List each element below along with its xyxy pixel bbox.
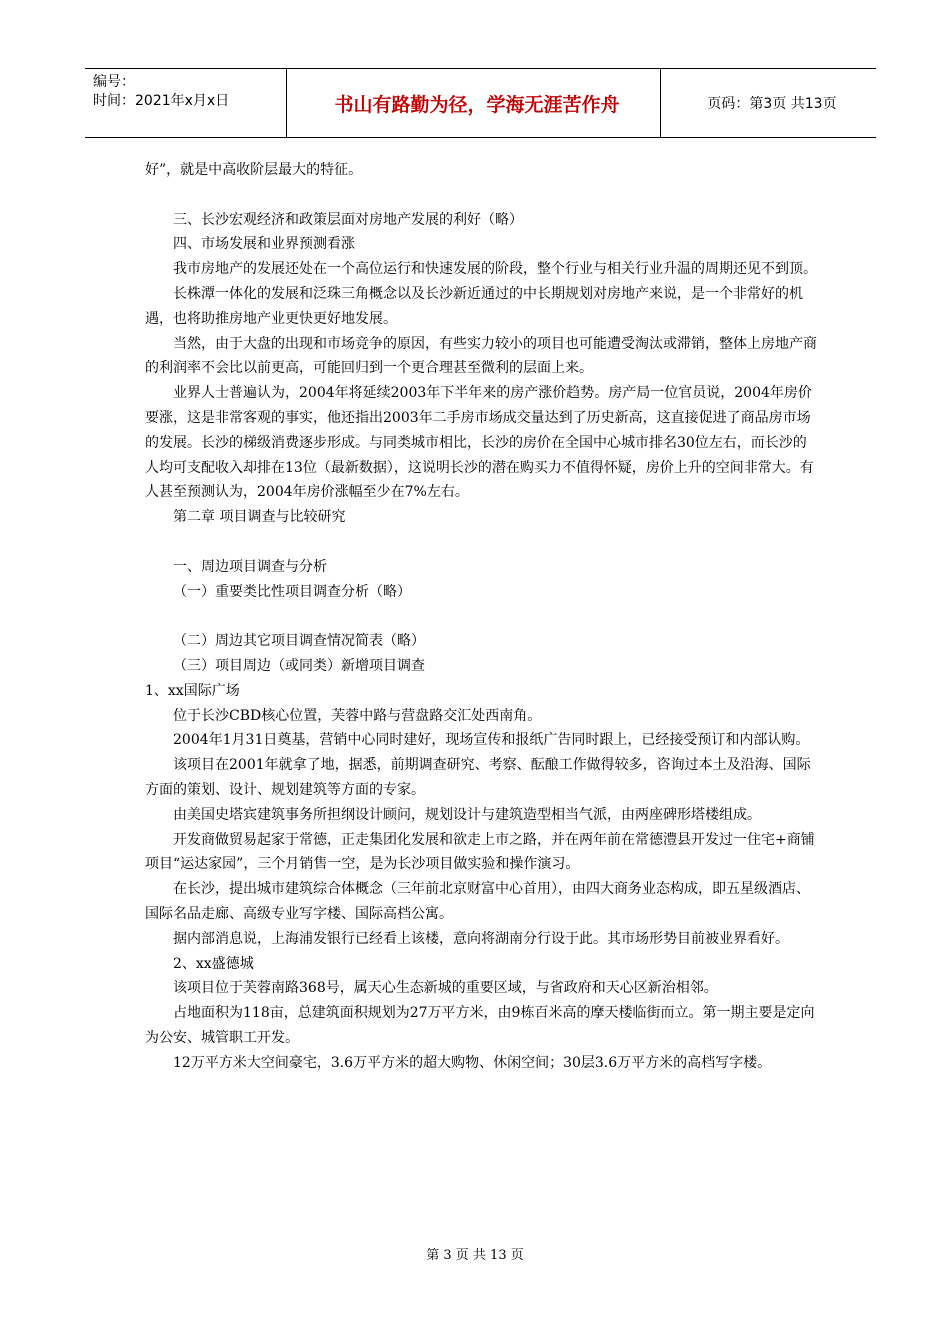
document-body <box>145 158 817 1075</box>
header-page-info: 页码：第3页 共13页 <box>707 96 837 112</box>
paragraph: 据内部消息说，上海浦发银行已经看上该楼，意向将湖南分行设于此。其市场形势目前被业界看好。 <box>173 930 789 947</box>
subsection-heading: （一）重要类比性项目调查分析（略） <box>173 583 411 600</box>
paragraph: 在长沙，提出城市建筑综合体概念（三年前北京财富中心首用），由四大商务业态构成，即五星级酒店、国际名品走廊、高级专业写字楼、国际高档公寓。 <box>145 881 810 922</box>
header-motto: 书山有路勤为径，学海无涯苦作舟 <box>334 93 620 116</box>
paragraph: 位于长沙CBD核心位置，芙蓉中路与营盘路交汇处西南角。 <box>173 707 542 724</box>
paragraph: 由美国史塔宾建筑事务所担纲设计顾问，规划设计与建筑造型相当气派，由两座碑形塔楼组成。 <box>173 806 761 823</box>
header-time-label: 时间：2021年x月x日 <box>93 93 230 109</box>
paragraph: 我市房地产的发展还处在一个高位运行和快速发展的阶段，整个行业与相关行业升温的周期还见不到顶。 <box>173 261 817 278</box>
page-header <box>85 68 876 138</box>
paragraph: 当然，由于大盘的出现和市场竞争的原因，有些实力较小的项目也可能遭受淘汰或滞销，整体上房地产商的利润率不会比以前更高，可能回归到一个更合理甚至微利的层面上来。 <box>145 335 817 377</box>
header-divider <box>286 69 287 137</box>
section-heading: 四、市场发展和业界预测看涨 <box>173 236 355 253</box>
subsection-heading: （三）项目周边（或同类）新增项目调查 <box>173 657 425 674</box>
paragraph: 长株潭一体化的发展和泛珠三角概念以及长沙新近通过的中长期规划对房地产来说，是一个非常好的机遇，也将助推房地产业更快更好地发展。 <box>145 285 803 327</box>
header-number-label: 编号： <box>93 74 135 90</box>
section-heading: 一、周边项目调查与分析 <box>173 558 327 575</box>
paragraph: 该项目在2001年就拿了地，据悉，前期调查研究、考察、酝酿工作做得较多，咨询过本土及沿海、国际方面的策划、设计、规划建筑等方面的专家。 <box>145 757 811 798</box>
item-heading: 1、xx国际广场 <box>145 682 240 699</box>
blank-line <box>145 183 817 208</box>
paragraph: 12万平方米大空间豪宅，3.6万平方米的超大购物、休闲空间；30层3.6万平方米的高档写字楼。 <box>173 1054 772 1071</box>
header-meta <box>93 73 229 111</box>
paragraph: 占地面积为118亩，总建筑面积规划为27万平方米，由9栋百米高的摩天楼临街而立。第一期主要是定向为公安、城管职工开发。 <box>145 1005 815 1046</box>
section-heading: 三、长沙宏观经济和政策层面对房地产发展的利好（略） <box>173 211 523 228</box>
paragraph: 好”，就是中高收阶层最大的特征。 <box>145 162 363 178</box>
blank-line <box>145 604 817 629</box>
subsection-heading: （二）周边其它项目调查情况简表（略） <box>173 633 425 650</box>
paragraph: 业界人士普遍认为，2004年将延续2003年下半年来的房产涨价趋势。房产局一位官员说，2004年房价要涨，这是非常客观的事实，他还指出2003年二手房市场成交量达到了历史新高，这直接促进了商品房市场的发展。长沙的梯级消费逐步形成。与同类城市相比，长沙的房价在全国中心城市排名30位左右，而长沙的人均可支配收入却排在13位（最新数据），这说明长沙的潜在购买力不值得怀疑，房价上升的空间非常大。有人甚至预测认为，2004年房价涨幅至少在7%左右。 <box>145 385 814 501</box>
header-divider <box>660 69 661 137</box>
paragraph: 开发商做贸易起家于常德，正走集团化发展和欲走上市之路，并在两年前在常德澧县开发过一住宅+商铺项目“运达家园”，三个月销售一空，是为长沙项目做实验和操作演习。 <box>145 831 815 873</box>
paragraph: 该项目位于芙蓉南路368号，属天心生态新城的重要区域，与省政府和天心区新治相邻。 <box>173 980 718 997</box>
page-footer: 第 3 页 共 13 页 <box>426 1248 524 1263</box>
paragraph: 2004年1月31日奠基，营销中心同时建好，现场宣传和报纸广告同时跟上，已经接受预订和内部认购。 <box>173 732 810 749</box>
blank-line <box>145 530 817 555</box>
item-heading: 2、xx盛德城 <box>173 955 254 972</box>
chapter-heading: 第二章 项目调查与比较研究 <box>173 509 346 526</box>
